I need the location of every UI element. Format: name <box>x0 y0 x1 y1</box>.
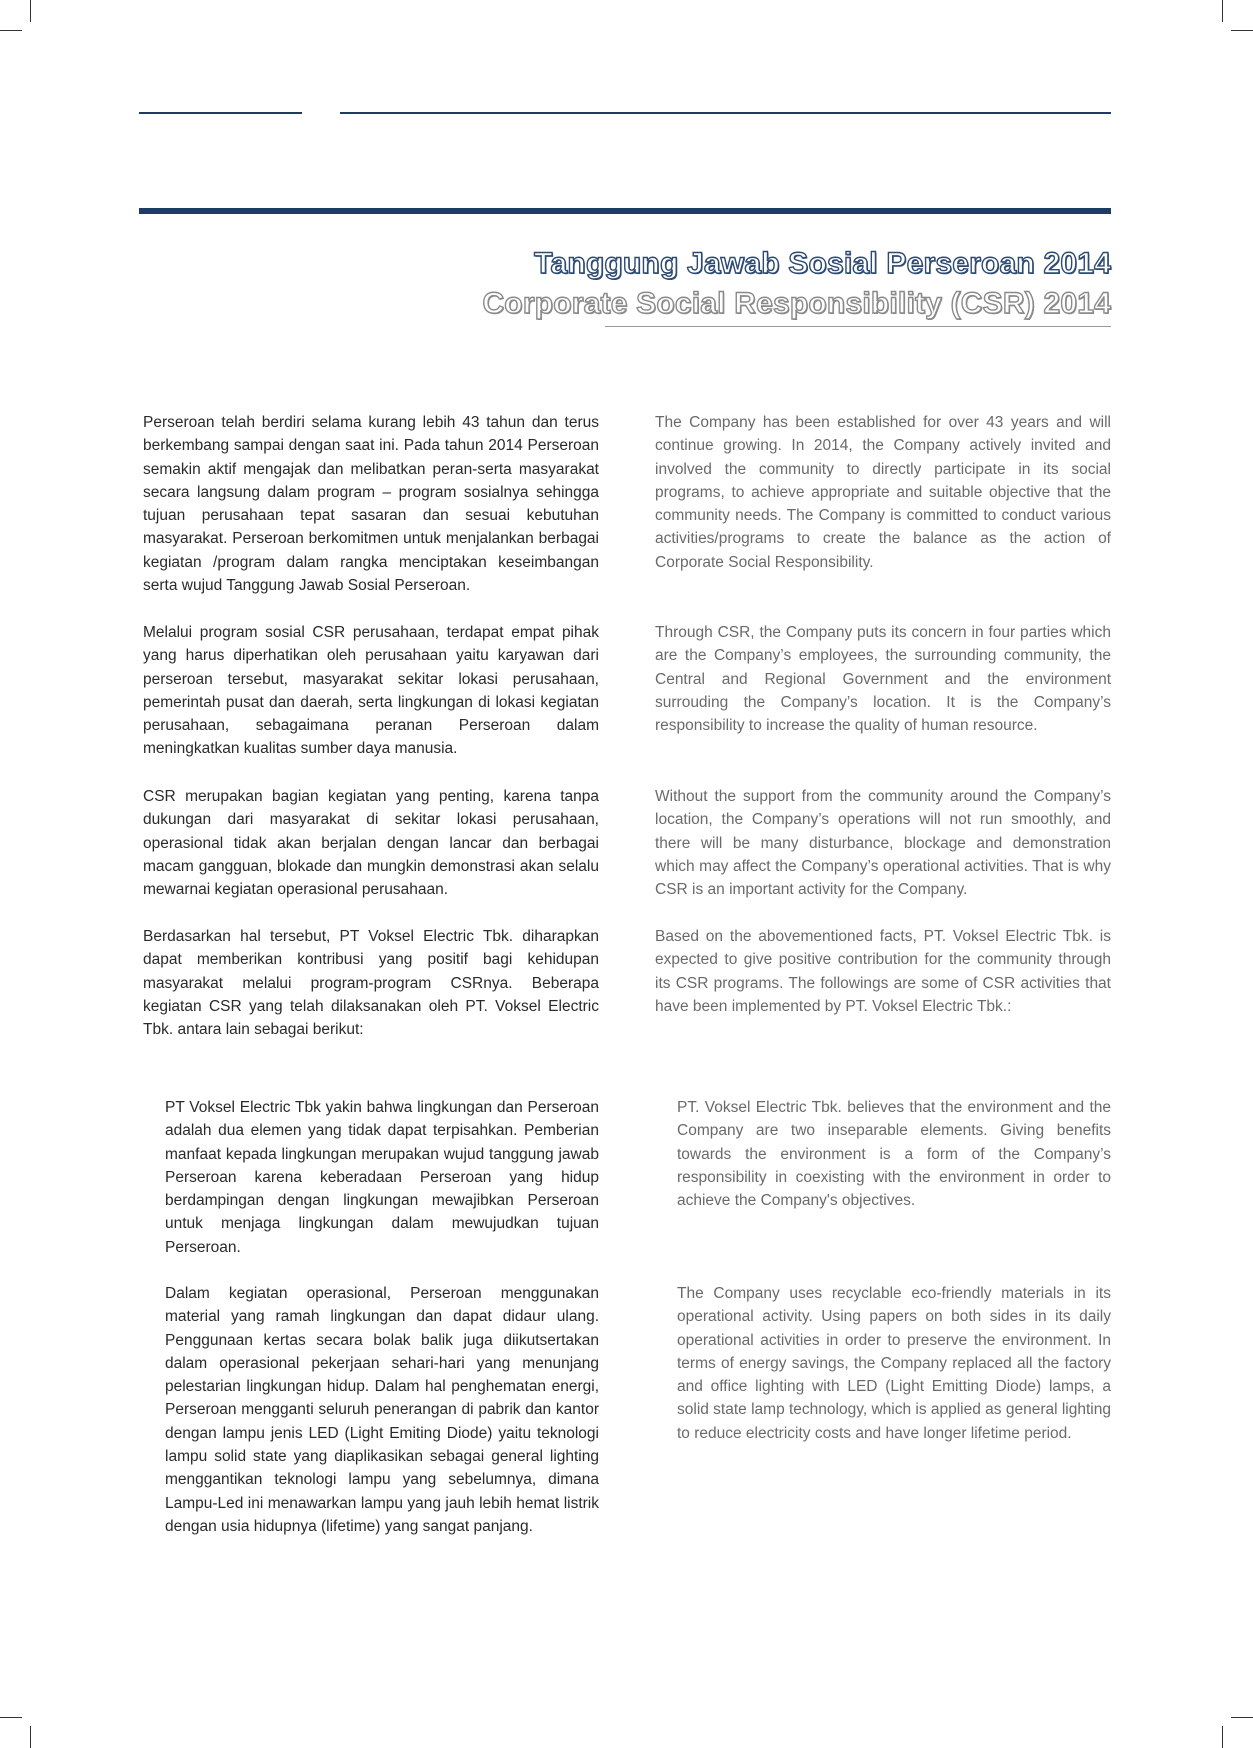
crop-mark-bottom-right-v <box>1222 1726 1223 1748</box>
environment-paragraph-en-1: PT. Voksel Electric Tbk. believes that the environment and the Company are two inseparable elements. Giving benefits towards the environment is a form of the Company’s responsibility in coexisting with the environment in order to achieve the Company's objectives. <box>677 1099 1111 1210</box>
crop-mark-top-left-v <box>30 0 31 22</box>
crop-mark-top-right-v <box>1222 0 1223 22</box>
intro-paragraph-en-4: Based on the abovementioned facts, PT. Voksel Electric Tbk. is expected to give positive contribution for the community through its CSR programs. The followings are some of CSR activities that have been implemented by PT. Voksel Electric Tbk.: <box>655 928 1111 1015</box>
crop-mark-bottom-left-h <box>0 1717 22 1718</box>
crop-mark-top-left-h <box>0 30 22 31</box>
header-rule-short <box>139 112 302 114</box>
crop-mark-bottom-right-h <box>1231 1717 1253 1718</box>
intro-paragraph-id-1: Perseroan telah berdiri selama kurang lebih 43 tahun dan terus berkembang sampai dengan saat ini. Pada tahun 2014 Perseroan semakin aktif mengajak dan melibatkan peran-serta masyarakat secara langsung dalam program – program sosialnya sehingga tujuan perusahaan tepat sasaran dan sesuai kebutuhan masyarakat. Perseroan berkomitmen untuk menjalankan berbagai kegiatan /program dalam rangka menciptakan keseimbangan serta wujud Tanggung Jawab Sosial Perseroan. <box>143 414 599 595</box>
intro-paragraph-id-2: Melalui program sosial CSR perusahaan, terdapat empat pihak yang harus diperhatikan oleh perusahaan yaitu karyawan dari perseroan tersebut, masyarakat sekitar lokasi perusahaan, pemerintah pusat dan daerah, serta lingkungan di lokasi kegiatan perusahaan, sebagaimana peranan Perseroan dalam meningkatkan kualitas sumber daya manusia. <box>143 624 599 758</box>
environment-paragraph-id-1: PT Voksel Electric Tbk yakin bahwa lingkungan dan Perseroan adalah dua elemen yang tidak dapat terpisahkan. Pemberian manfaat kepada lingkungan merupakan wujud tanggung jawab Perseroan karena keberadaan Perseroan yang hidup berdampingan dengan lingkungan mewajibkan Perseroan untuk menjaga lingkungan dalam mewujudkan tujuan Perseroan. <box>165 1099 599 1256</box>
page-title-english: Corporate Social Responsibility (CSR) 2014 <box>482 287 1111 320</box>
crop-mark-bottom-left-v <box>30 1726 31 1748</box>
crop-mark-top-right-h <box>1231 30 1253 31</box>
intro-paragraph-id-4: Berdasarkan hal tersebut, PT Voksel Electric Tbk. diharapkan dapat memberikan kontribusi yang positif bagi kehidupan masyarakat melalui program-program CSRnya. Beberapa kegiatan CSR yang telah dilaksanakan oleh PT. Voksel Electric Tbk. antara lain sebagai berikut: <box>143 928 599 1039</box>
page-title-indonesian: Tanggung Jawab Sosial Perseroan 2014 <box>534 247 1111 280</box>
intro-paragraph-en-2: Through CSR, the Company puts its concern in four parties which are the Company’s employees, the surrounding community, the Central and Regional Government and the environment surrouding the Company’s location. It is the Company’s responsibility to increase the quality of human resource. <box>655 624 1111 735</box>
section-top-rule <box>139 208 1111 214</box>
intro-paragraph-en-3: Without the support from the community around the Company’s location, the Company’s operations will not run smoothly, and there will be many disturbance, blockage and demonstration which may affect the Company’s operational activities. That is why CSR is an important activity for the Company. <box>655 788 1111 899</box>
intro-paragraph-id-3: CSR merupakan bagian kegiatan yang penting, karena tanpa dukungan dari masyarakat di sekitar lokasi perusahaan, operasional tidak akan berjalan dengan lancar dan berbagai macam gangguan, blokade dan mungkin demonstrasi akan selalu mewarnai kegiatan operasional perusahaan. <box>143 788 599 899</box>
environment-paragraph-id-2: Dalam kegiatan operasional, Perseroan menggunakan material yang ramah lingkungan dan dapat didaur ulang. Penggunaan kertas secara bolak balik juga diikutsertakan dalam operasional pekerjaan sehari-hari yang menunjang pelestarian lingkungan hidup. Dalam hal penghematan energi, Perseroan mengganti seluruh penerangan di pabrik dan kantor dengan lampu jenis LED (Light Emiting Diode) yaitu teknologi lampu solid state yang diaplikasikan sebagai general lighting menggantikan teknologi lampu yang sebelumnya, dimana Lampu-Led ini menawarkan lampu yang jauh lebih hemat listrik dengan usia hidupnya (lifetime) yang sangat panjang. <box>165 1285 599 1535</box>
header-rule-long <box>340 112 1111 114</box>
title-underline <box>605 326 1111 327</box>
environment-paragraph-en-2: The Company uses recyclable eco-friendly materials in its operational activity. Using papers on both sides in its daily operational activities in order to preserve the environment. In terms of energy savings, the Company replaced all the factory and office lighting with LED (Light Emitting Diode) lamps, a solid state lamp technology, which is applied as general lighting to reduce electricity costs and have longer lifetime period. <box>677 1285 1111 1442</box>
intro-paragraph-en-1: The Company has been established for over 43 years and will continue growing. In 2014, the Company actively invited and involved the community to directly participate in its social programs, to achieve appropriate and suitable objective that the community needs. The Company is committed to conduct various activities/programs to create the balance as the action of Corporate Social Responsibility. <box>655 414 1111 571</box>
